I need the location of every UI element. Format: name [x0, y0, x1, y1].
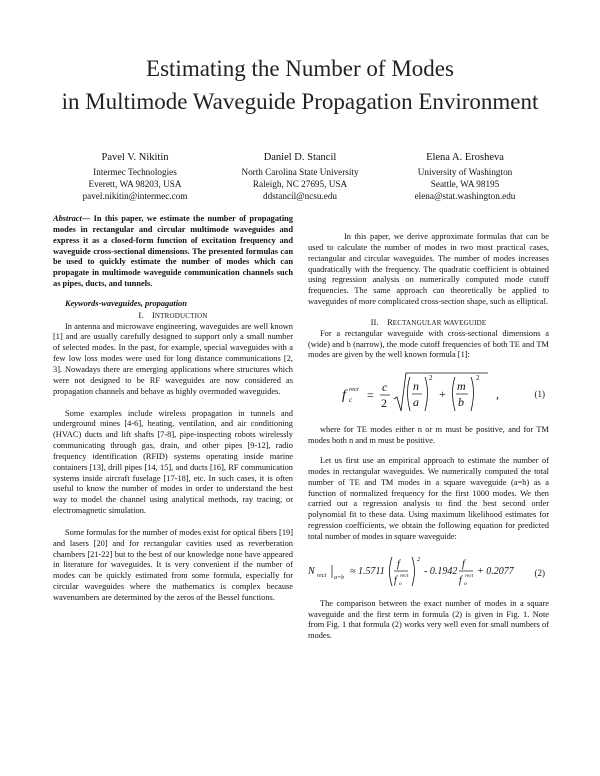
eq2-fo: f: [394, 574, 397, 586]
keywords: Keywords-waveguides, propagation: [65, 298, 187, 308]
rect-paragraph-3: Let us first use an empirical approach to estimate the number of modes in rectangular waveguides. We numerically computed the total number of TE and TM modes in a square waveguide (a=b) as a function of normalized frequency for the first 1000 modes. We then carried out a regression analysis to find the best second order polynomial fit to these data. Using maximum likelihood estimates for regression coefficients, we obtain the following equation for predicted total number of modes in square waveguide:: [308, 455, 549, 541]
section-title-cap: R: [387, 316, 393, 327]
equation-1-number: (1): [534, 389, 545, 400]
eq2-sub2: a=b: [334, 574, 345, 581]
author-email: elena@stat.washington.edu: [414, 191, 516, 201]
eq1-f: f: [342, 388, 346, 404]
rect-paragraph-1: For a rectangular waveguide with cross-sectional dimensions a (wide) and b (narrow), the mode cutoff frequencies of both TE and TM modes are given by the well known formula [1]:: [308, 328, 549, 360]
eq1-c: c: [382, 380, 388, 395]
title-line-2: in Multimode Waveguide Propagation Environment: [61, 89, 539, 114]
eq2-N: N: [308, 565, 315, 577]
eq2-end: + 0.2077: [477, 565, 514, 577]
title-line-1: Estimating the Number of Modes: [146, 56, 454, 81]
eq2-mid: - 0.1942: [424, 565, 458, 577]
abstract-label: Abstract: [53, 214, 82, 223]
eq1-plus: +: [439, 387, 446, 402]
section-heading-rectangular: [308, 317, 549, 329]
author-address: Raleigh, NC 27695, USA: [252, 179, 348, 189]
section-title-rest: NTRODUCTION: [154, 311, 208, 320]
author-name: Elena A. Erosheva: [426, 152, 504, 163]
eq2-fo2: f: [459, 574, 462, 586]
equation-1-graphic: [338, 371, 538, 417]
rect-paragraph-4: The comparison between the exact number of modes in a square waveguide and the first term in formula (2) is given in Fig. 1. Note from Fig. 1 that formula (2) works very well even for small numbers of modes.: [308, 598, 549, 641]
eq1-sup: rect: [349, 386, 359, 394]
section-title-rest: ECTANGULAR WAVEGUIDE: [392, 318, 487, 327]
eq2-rect: rect: [400, 572, 409, 579]
eq2-sq: 2: [417, 555, 421, 563]
eq1-sq: 2: [429, 374, 433, 383]
eq1-a: a: [413, 395, 419, 410]
paper-title: [0, 52, 600, 118]
eq1-n: n: [413, 379, 419, 394]
author-affiliation: Intermec Technologies: [93, 167, 177, 177]
eq1-equals: =: [367, 388, 374, 403]
eq2-f2: f: [462, 558, 465, 570]
author-name: Daniel D. Stancil: [263, 152, 337, 163]
right-paragraph-1: In this paper, we derive approximate formulas that can be used to calculate the number of modes in two most practical cases, rectangular and circular waveguides. The number of modes increases quadratically with the frequency. The quadratic coefficient is obtained using regression analysis on numerically computed mode cutoff frequencies. The same approach can theoretically be applied to waveguides of more complicated cross-section shape, such as elliptical.: [308, 232, 549, 307]
abstract-text: — In this paper, we estimate the number of propagating modes in rectangular and circular multimode waveguides and express it as a closed-form function of excitation frequency and waveguide cross-sectional dimensions. The presented formulas can be used to quickly estimate the number of modes which can propagate in multimode waveguide communication channels such as pipes, ducts, and tunnels.: [53, 214, 293, 289]
eq1-comma: ,: [496, 387, 499, 402]
author-name: Pavel V. Nikitin: [101, 152, 169, 163]
intro-paragraph-3: Some formulas for the number of modes exist for optical fibers [19] and lasers [20] and for rectangular cavities used as reverberation chambers [21-22] but to the best of our knowledge none have appeared in literature for waveguides. It is very convenient if the number of modes can be quickly estimated from some formula, especially for circular waveguides where the mathematics is complex because wavenumbers are determined by the zeros of the Bessel functions.: [53, 527, 293, 602]
author-affiliation: University of Washington: [417, 167, 513, 177]
eq2-rect2: rect: [465, 572, 474, 579]
equation-2-graphic: [308, 553, 518, 589]
author-block-2: [205, 150, 395, 202]
intro-paragraph-1: In antenna and microwave engineering, waveguides are well known [1] and are usually carefully designed to support only a small number of selected modes. In the past, for example, special waveguides with a few low loss modes were used for long distance communications [2, 3]. Nowadays there are emerging applications where structures which were not designed to be RF waveguides are now considered as propagation channels and behave as highly overmoded waveguides.: [53, 321, 293, 396]
author-address: Everett, WA 98203, USA: [88, 179, 182, 189]
eq2-approx: ≈ 1.5711: [350, 565, 385, 577]
author-block-3: [370, 150, 560, 202]
author-email: pavel.nikitin@intermec.com: [82, 191, 188, 201]
section-number: II.: [370, 316, 379, 327]
left-column: [53, 214, 293, 604]
eq2-o: o: [399, 580, 402, 587]
eq2-o2: o: [464, 580, 467, 587]
equation-1: [308, 371, 549, 417]
eq1-b: b: [458, 395, 464, 410]
section-number: I.: [138, 309, 144, 320]
eq1-sub: c: [349, 396, 353, 405]
author-affiliation: North Carolina State University: [241, 167, 359, 177]
equation-2: [308, 553, 549, 589]
section-heading-introduction: [53, 310, 293, 322]
section-title-cap: I: [151, 309, 155, 320]
eq1-m: m: [457, 379, 466, 394]
right-column: [308, 232, 549, 642]
author-block-1: [40, 150, 230, 202]
eq1-two: 2: [381, 396, 387, 411]
author-address: Seattle, WA 98195: [430, 179, 500, 189]
eq1-sq2: 2: [476, 374, 480, 383]
eq2-sub1: rect: [317, 572, 327, 579]
eq2-f: f: [397, 558, 400, 570]
intro-paragraph-2: Some examples include wireless propagation in tunnels and underground mines [4-6], heating, ventilation, and air conditioning (HVAC) ducts and lift shafts [7-8], pipe-inspecting robots wirelessly communicating through gas, drain, and other pipes [9-12], radio frequency identification (RFID) systems operating inside marine containers [13], drill pipes [14, 15], and ducts [16], RF communication systems inside aircraft fuselage [17-18], etc. In such cases, it is often useful to know the number of modes in order to understand the best way to model the channel using analytical methods, ray tracing, or electromagnetic simulation.: [53, 408, 293, 516]
equation-2-number: (2): [534, 567, 545, 578]
abstract: [53, 214, 293, 290]
rect-paragraph-2: where for TE modes either n or m must be positive, and for TM modes both n and m must be positive.: [308, 425, 549, 446]
author-email: ddstancil@ncsu.edu: [262, 191, 338, 201]
